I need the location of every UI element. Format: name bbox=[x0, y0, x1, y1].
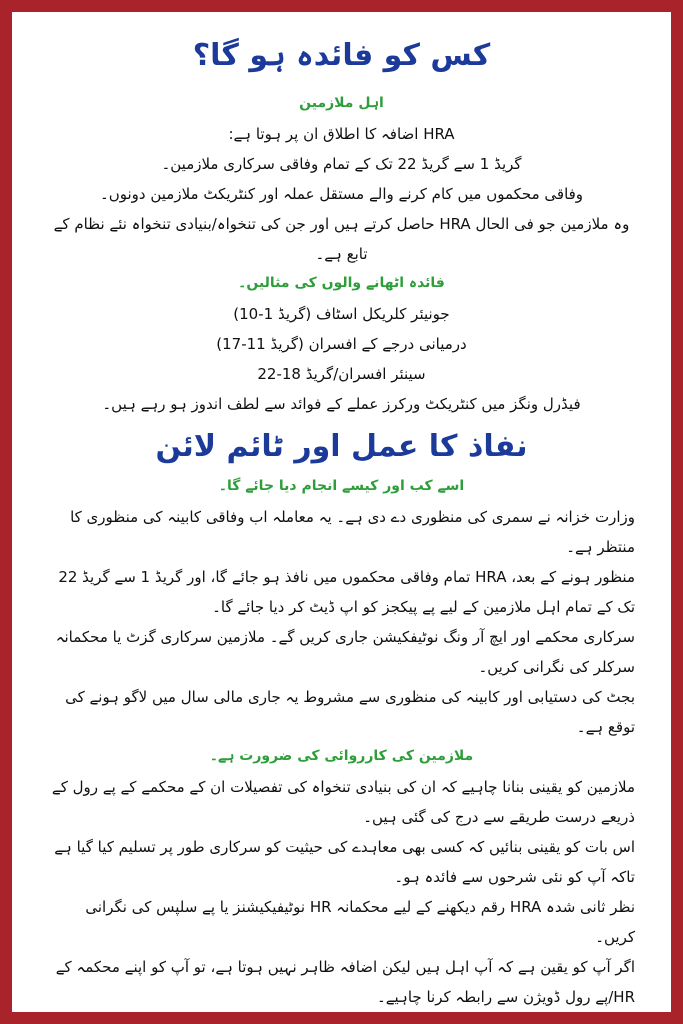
section2-title: نفاذ کا عمل اور ٹائم لائن bbox=[155, 429, 528, 464]
example-line: فیڈرل ونگز میں کنٹریکٹ ورکرز عملے کے فوائد سے لطف اندوز ہو رہے ہیں۔ bbox=[102, 395, 581, 413]
document-page bbox=[12, 12, 671, 1012]
timeline-paragraph: وزارت خزانہ نے سمری کی منظوری دے دی ہے۔ یہ معاملہ اب وفاقی کابینہ کی منظوری کا منتظر ہے۔ bbox=[70, 508, 635, 556]
eligible-line: وفاقی محکموں میں کام کرنے والے مستقل عملہ اور کنٹریکٹ ملازمین دونوں۔ bbox=[99, 185, 584, 203]
action-paragraph: نظر ثانی شدہ HRA رقم دیکھنے کے لیے محکمانہ HR نوٹیفیکیشنز یا پے سلپس کی نگرانی کریں۔ bbox=[85, 898, 635, 946]
eligible-line: وہ ملازمین جو فی الحال HRA حاصل کرتے ہیں اور جن کی تنخواہ/بنیادی تنخواہ نئے نظام کے تابع ہے۔ bbox=[53, 215, 630, 263]
action-heading: ملازمین کی کارروائی کی ضرورت ہے۔ bbox=[209, 748, 474, 764]
example-line: جونیئر کلریکل اسٹاف (گریڈ 1-10) bbox=[233, 305, 450, 323]
main-title: کس کو فائدہ ہو گا؟ bbox=[192, 38, 491, 73]
example-line: درمیانی درجے کے افسران (گریڈ 11-17) bbox=[216, 335, 467, 353]
timeline-paragraph: منظور ہونے کے بعد، HRA تمام وفاقی محکموں میں نافذ ہو جائے گا، اور گریڈ 1 سے گریڈ 22 تک کے تمام اہل ملازمین کے لیے پے پیکجز کو اپ ڈیٹ کر دیا جائے گا۔ bbox=[58, 568, 635, 616]
eligible-line: گریڈ 1 سے گریڈ 22 تک کے تمام وفاقی سرکاری ملازمین۔ bbox=[161, 155, 522, 173]
timeline-paragraph: بجٹ کی دستیابی اور کابینہ کی منظوری سے مشروط یہ جاری مالی سال میں لاگو ہونے کی توقع ہے۔ bbox=[65, 688, 635, 736]
action-paragraph: اگر آپ کو یقین ہے کہ آپ اہل ہیں لیکن اضافہ ظاہر نہیں ہوتا ہے، تو آپ کو اپنے محکمہ کے HR/پے رول ڈویژن سے رابطہ کرنا چاہیے۔ bbox=[55, 958, 635, 1006]
timeline-heading: اسے کب اور کیسے انجام دیا جائے گا۔ bbox=[218, 478, 465, 494]
examples-heading: فائدہ اٹھانے والوں کی مثالیں۔ bbox=[238, 275, 445, 291]
eligible-heading: اہل ملازمین bbox=[299, 95, 384, 111]
eligible-line: HRA اضافہ کا اطلاق ان پر ہوتا ہے: bbox=[228, 125, 455, 143]
action-paragraph: اس بات کو یقینی بنائیں کہ کسی بھی معاہدے کی حیثیت کو سرکاری طور پر تسلیم کیا گیا ہے تاکہ آپ کو نئی شرحوں سے فائدہ ہو۔ bbox=[54, 838, 635, 886]
example-line: سینئر افسران/گریڈ 18-22 bbox=[257, 365, 426, 383]
timeline-paragraph: سرکاری محکمے اور ایچ آر ونگ نوٹیفکیشن جاری کریں گے۔ ملازمین سرکاری گزٹ یا محکمانہ سرکلر کی نگرانی کریں۔ bbox=[55, 628, 635, 676]
action-paragraph: ملازمین کو یقینی بنانا چاہیے کہ ان کی بنیادی تنخواہ کی تفصیلات ان کے محکمے کے پے رول کے ذریعے درست طریقے سے درج کی گئی ہیں۔ bbox=[51, 778, 635, 826]
